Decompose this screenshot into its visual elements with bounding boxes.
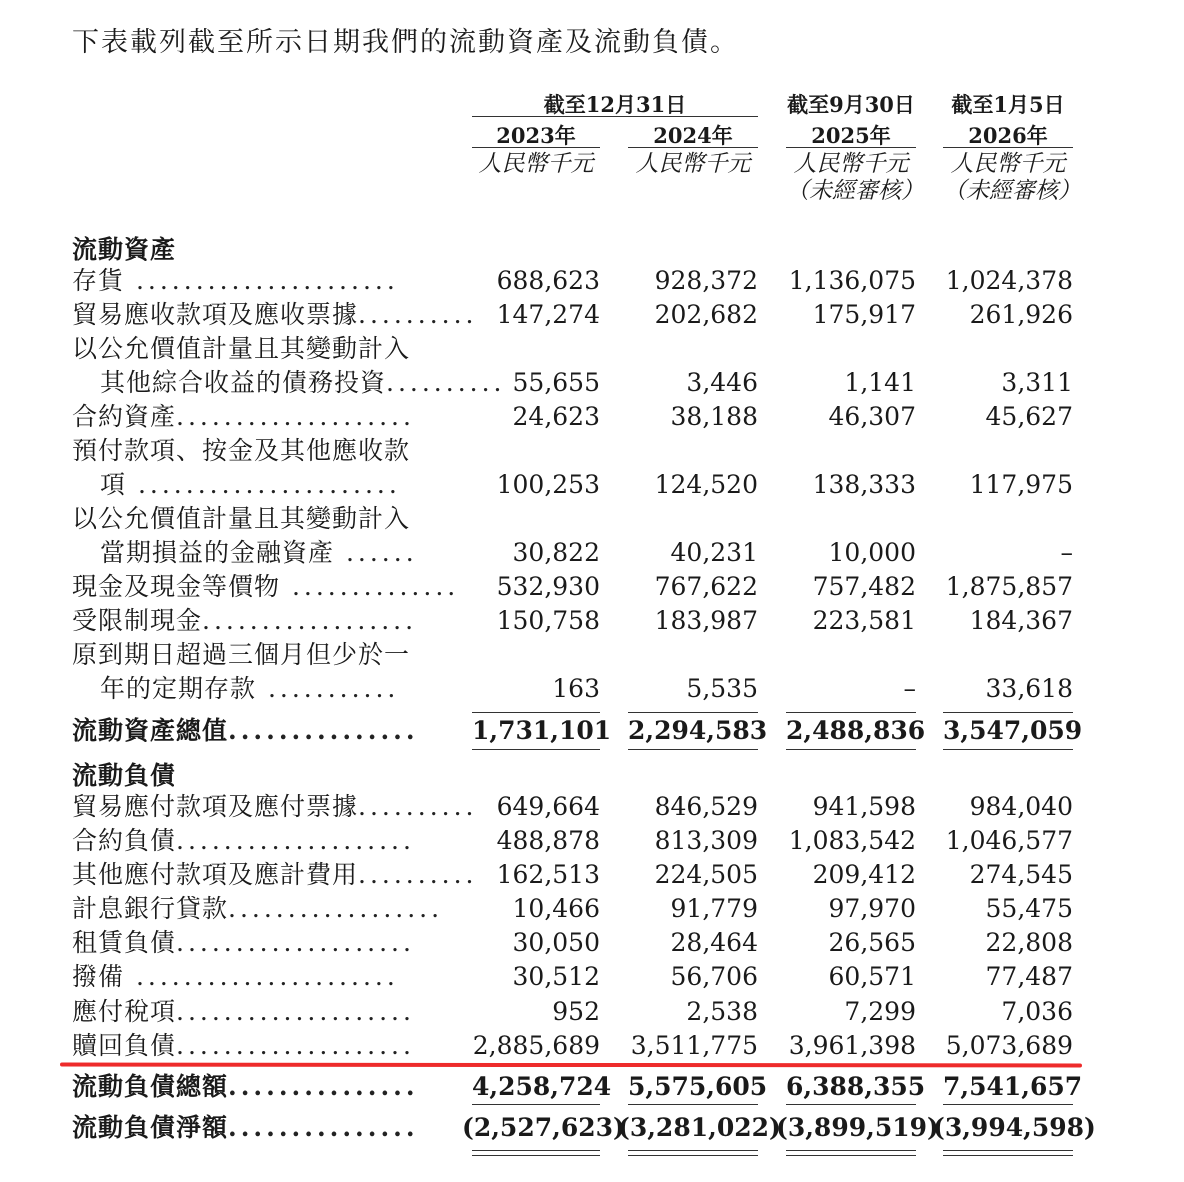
row-label: 流動資產總值	[72, 716, 229, 745]
leader-dots: ..................	[202, 606, 418, 635]
row-label: 流動負債總額	[72, 1072, 229, 1101]
section-current-assets: 流動資產	[72, 235, 177, 264]
header-divider-2025	[786, 147, 916, 148]
cell-2024: 5,575,605	[628, 1072, 768, 1101]
header-divider-2023	[472, 147, 600, 148]
cell-2023: 30,512	[512, 962, 600, 991]
row-label-cont: 年的定期存款	[100, 674, 257, 703]
cell-2024: 2,294,583	[628, 716, 768, 745]
row-label: 流動負債淨額	[72, 1113, 229, 1142]
subtotal-line-2026	[943, 712, 1073, 713]
cell-2023: 952	[552, 997, 600, 1026]
cell-2024: 91,779	[670, 894, 758, 923]
total-line-2023	[472, 1104, 600, 1105]
intro-text: 下表載列截至所示日期我們的流動資產及流動負債。	[72, 27, 739, 58]
leader-dots: ...............	[228, 716, 419, 745]
red-highlight-line	[60, 1063, 1082, 1068]
header-group-jan5: 截至1月5日	[951, 92, 1065, 117]
leader-dots: ......................	[124, 962, 399, 991]
leader-dots: ..........	[358, 860, 478, 889]
unit-2024: 人民幣千元	[635, 151, 751, 177]
row-label: 租賃負債	[72, 928, 177, 957]
cell-2023: 488,878	[496, 826, 600, 855]
cell-2024: 928,372	[654, 266, 758, 295]
cell-2026: 1,046,577	[945, 826, 1073, 855]
cell-2026: 1,875,857	[945, 572, 1073, 601]
cell-2026: 77,487	[985, 962, 1073, 991]
row-label-cont: 項	[100, 470, 127, 499]
cell-2023: 24,623	[512, 402, 600, 431]
cell-2025: 10,000	[828, 538, 916, 567]
cell-2024: 202,682	[654, 300, 758, 329]
leader-dots: ..........	[358, 792, 478, 821]
header-group-dec31: 截至12月31日	[543, 92, 687, 117]
cell-2025: 1,136,075	[788, 266, 916, 295]
cell-2023: 4,258,724	[472, 1072, 612, 1101]
leader-dots: ....................	[176, 402, 415, 431]
cell-2025: 46,307	[828, 402, 916, 431]
cell-2026: 3,547,059	[943, 716, 1083, 745]
cell-2024: 224,505	[654, 860, 758, 889]
cell-2025: 26,565	[828, 928, 916, 957]
leader-dots: ...............	[228, 1072, 419, 1101]
cell-2025: 223,581	[812, 606, 916, 635]
row-label: 合約資產	[72, 402, 177, 431]
row-label: 貿易應收款項及應收票據	[72, 300, 359, 329]
cell-2024: 28,464	[670, 928, 758, 957]
cell-2026: 261,926	[969, 300, 1073, 329]
cell-2024: 846,529	[654, 792, 758, 821]
cell-2023: 688,623	[496, 266, 600, 295]
cell-2026: 184,367	[969, 606, 1073, 635]
header-divider-2026	[943, 147, 1073, 148]
cell-2026: 7,036	[1001, 997, 1073, 1026]
header-divider-2024	[628, 147, 758, 148]
cell-2025: 60,571	[828, 962, 916, 991]
cell-2024: 2,538	[686, 997, 758, 1026]
cell-2023: 100,253	[496, 470, 600, 499]
header-group-sep30: 截至9月30日	[787, 92, 915, 117]
row-label: 其他應付款項及應計費用	[72, 860, 359, 889]
leader-dots: ....................	[176, 997, 415, 1026]
cell-2026: 22,808	[985, 928, 1073, 957]
cell-2024: 38,188	[670, 402, 758, 431]
row-label: 以公允價值計量且其變動計入	[72, 504, 411, 533]
cell-2025: 175,917	[812, 300, 916, 329]
cell-2024: 3,511,775	[630, 1031, 758, 1060]
cell-2023: 163	[552, 674, 600, 703]
leader-dots: ..............	[280, 572, 460, 601]
cell-2025: 6,388,355	[786, 1072, 926, 1101]
cell-2023: 147,274	[496, 300, 600, 329]
row-label: 貿易應付款項及應付票據	[72, 792, 359, 821]
cell-2023: 10,466	[512, 894, 600, 923]
double-underline-2024	[628, 1150, 758, 1156]
cell-2023: 649,664	[496, 792, 600, 821]
subtotal-line-2024	[628, 712, 758, 713]
cell-2025: 941,598	[812, 792, 916, 821]
cell-2026: 5,073,689	[945, 1031, 1073, 1060]
total-line-2025	[786, 1104, 916, 1105]
row-label-cont: 當期損益的金融資產	[100, 538, 335, 567]
total-line-2024	[628, 1104, 758, 1105]
leader-dots: ......................	[124, 266, 399, 295]
cell-2024: 40,231	[670, 538, 758, 567]
header-year-2023: 2023年	[496, 123, 576, 148]
cell-2024: 813,309	[654, 826, 758, 855]
row-label: 合約負債	[72, 826, 177, 855]
subtotal-line-2025	[786, 712, 916, 713]
cell-2023: 162,513	[496, 860, 600, 889]
cell-2025: –	[903, 674, 916, 703]
leader-dots: ...............	[228, 1113, 419, 1142]
unit-2023: 人民幣千元	[478, 151, 594, 177]
cell-2026: 984,040	[969, 792, 1073, 821]
cell-2026: 1,024,378	[945, 266, 1073, 295]
row-label: 贖回負債	[72, 1031, 177, 1060]
cell-2026: 33,618	[985, 674, 1073, 703]
cell-2023: 532,930	[496, 572, 600, 601]
cell-2026: (3,994,598)	[933, 1113, 1096, 1142]
cell-2025: 1,141	[844, 368, 916, 397]
cell-2026: 55,475	[985, 894, 1073, 923]
cell-2026: –	[1060, 538, 1073, 567]
row-label: 原到期日超過三個月但少於一	[72, 640, 411, 669]
cell-2023: 150,758	[496, 606, 600, 635]
leader-dots: ....................	[176, 1031, 415, 1060]
header-year-2026: 2026年	[968, 123, 1048, 148]
header-year-2025: 2025年	[811, 123, 891, 148]
unaudited-2026: （未經審核）	[943, 178, 1081, 204]
leader-dots: ......	[334, 538, 418, 567]
cell-2025: 3,961,398	[788, 1031, 916, 1060]
cell-2024: 5,535	[686, 674, 758, 703]
header-group-divider	[472, 116, 758, 117]
cell-2024: 183,987	[654, 606, 758, 635]
cell-2025: (3,899,519)	[776, 1113, 939, 1142]
cell-2023: 30,050	[512, 928, 600, 957]
section-current-liabilities: 流動負債	[72, 761, 177, 790]
row-label: 撥備	[72, 962, 125, 991]
double-underline-2023	[472, 1150, 600, 1156]
cell-2026: 45,627	[985, 402, 1073, 431]
leader-dots: ......................	[126, 470, 401, 499]
cell-2025: 2,488,836	[786, 716, 926, 745]
unit-2026: 人民幣千元	[950, 151, 1066, 177]
cell-2025: 97,970	[828, 894, 916, 923]
leader-dots: ..........	[358, 300, 478, 329]
row-label: 以公允價值計量且其變動計入	[72, 334, 411, 363]
double-underline-2026	[943, 1150, 1073, 1156]
row-label-cont: 其他綜合收益的債務投資	[100, 368, 387, 397]
cell-2024: 56,706	[670, 962, 758, 991]
leader-dots: ...........	[256, 674, 400, 703]
cell-2024: 3,446	[686, 368, 758, 397]
row-label: 應付稅項	[72, 997, 177, 1026]
subtotal-line-2023	[472, 712, 600, 713]
double-underline-2025	[786, 1150, 916, 1156]
cell-2026: 274,545	[969, 860, 1073, 889]
cell-2024: 767,622	[654, 572, 758, 601]
leader-dots: ..........	[386, 368, 506, 397]
total-line-2025	[786, 749, 916, 750]
cell-2025: 138,333	[812, 470, 916, 499]
total-line-2023	[472, 749, 600, 750]
cell-2026: 7,541,657	[943, 1072, 1083, 1101]
cell-2023: 2,885,689	[472, 1031, 600, 1060]
cell-2025: 209,412	[812, 860, 916, 889]
cell-2026: 117,975	[969, 470, 1073, 499]
row-label: 受限制現金	[72, 606, 203, 635]
row-label: 存貨	[72, 266, 125, 295]
cell-2024: 124,520	[654, 470, 758, 499]
cell-2023: 55,655	[512, 368, 600, 397]
cell-2023: 1,731,101	[472, 716, 612, 745]
leader-dots: ..................	[228, 894, 444, 923]
leader-dots: ....................	[176, 826, 415, 855]
header-year-2024: 2024年	[653, 123, 733, 148]
total-line-2024	[628, 749, 758, 750]
cell-2024: (3,281,022)	[618, 1113, 781, 1142]
row-label: 現金及現金等價物	[72, 572, 281, 601]
unit-2025: 人民幣千元	[793, 151, 909, 177]
cell-2025: 7,299	[844, 997, 916, 1026]
total-line-2026	[943, 1104, 1073, 1105]
row-label: 計息銀行貸款	[72, 894, 229, 923]
cell-2025: 757,482	[812, 572, 916, 601]
cell-2026: 3,311	[1001, 368, 1073, 397]
cell-2025: 1,083,542	[788, 826, 916, 855]
unaudited-2025: （未經審核）	[786, 178, 924, 204]
cell-2023: 30,822	[512, 538, 600, 567]
cell-2023: (2,527,623)	[462, 1113, 625, 1142]
leader-dots: ....................	[176, 928, 415, 957]
row-label: 預付款項、按金及其他應收款	[72, 436, 411, 465]
total-line-2026	[943, 749, 1073, 750]
